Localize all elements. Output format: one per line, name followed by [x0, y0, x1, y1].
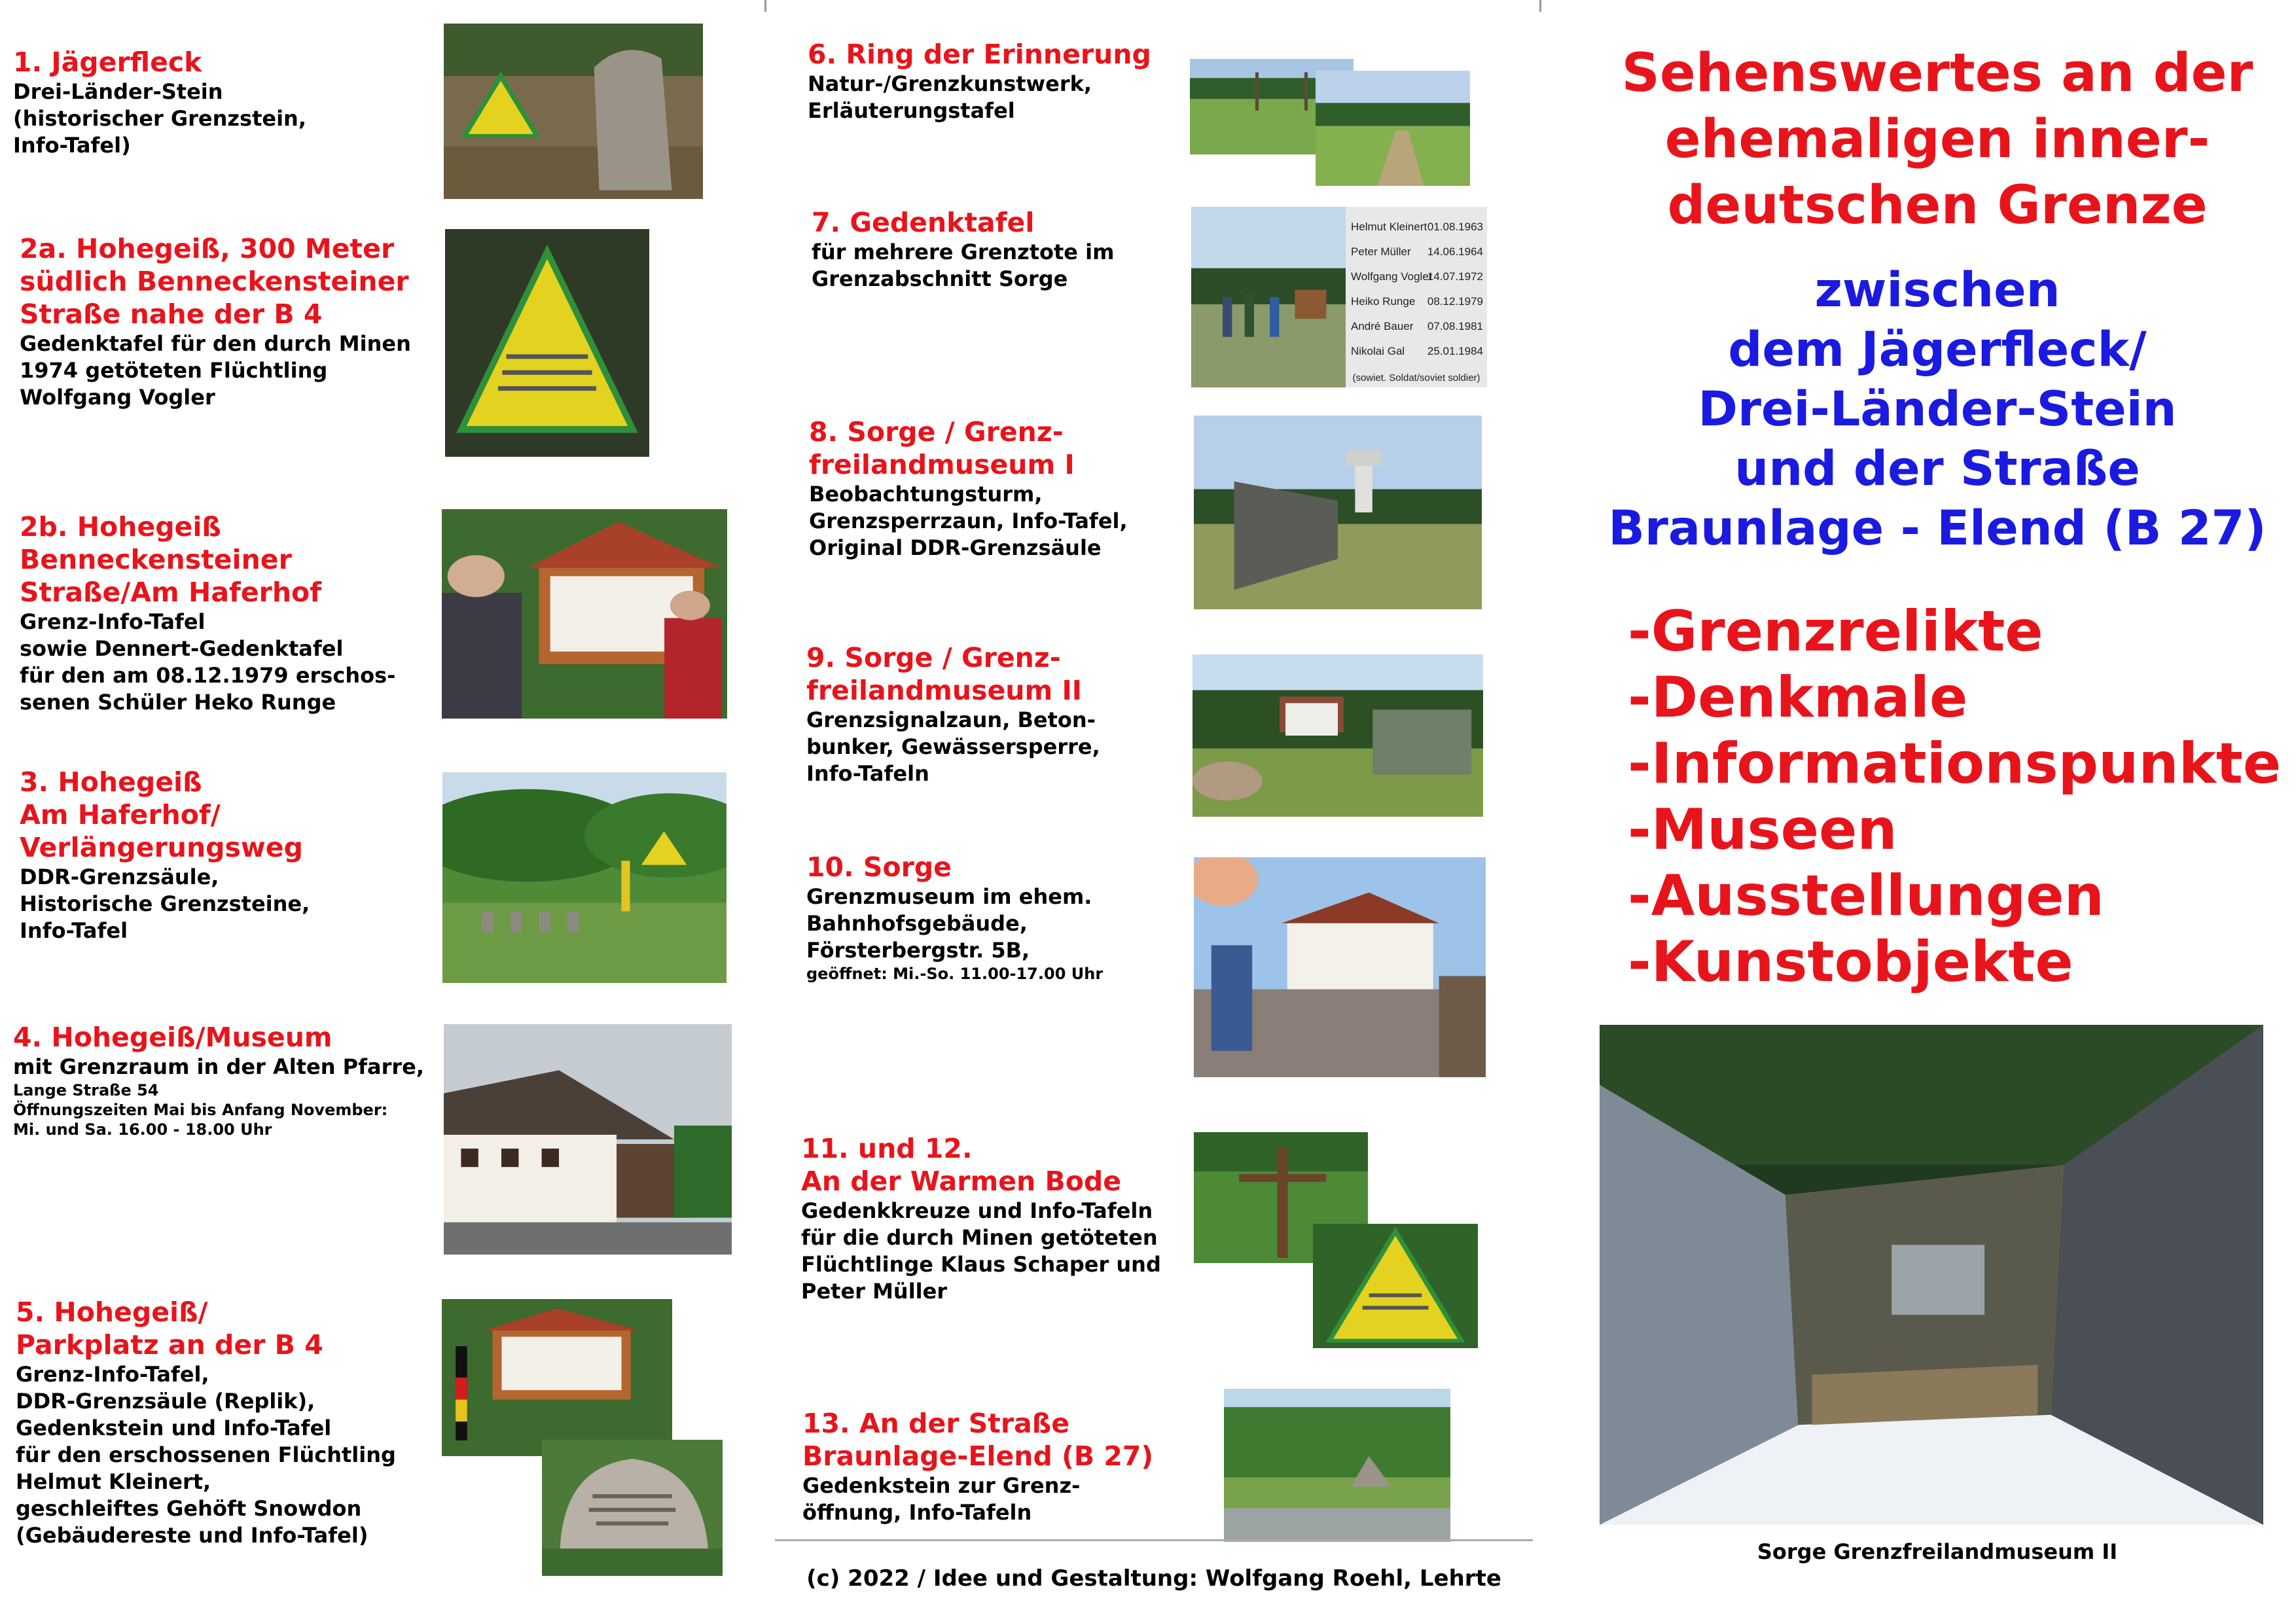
memorial-date: 08.12.1979: [1427, 295, 1483, 308]
memorial-footnote: (sowiet. Soldat/soviet soldier): [1352, 372, 1480, 383]
subtitle-line-3: Drei-Länder-Stein: [1698, 382, 2177, 437]
entry-text: für mehrere Grenztote im Grenzabschnitt Sorge: [812, 240, 1115, 291]
entry-text: Grenz-Info-Tafel, DDR-Grenzsäule (Replik), Gedenkstein und Info-Tafel für den erschossenen Flüchtling Helmut Kleinert, geschleiftes Gehöft Snowdon (Gebäudereste und Info-Tafel): [16, 1362, 396, 1548]
entry-6: [808, 38, 1200, 124]
memorial-date: 14.07.1972: [1427, 270, 1483, 283]
subtitle-line-4: und der Straße: [1734, 441, 2140, 497]
category-item: -Kunstobjekte: [1628, 929, 2073, 995]
photo-memorial-stone-b27: [1224, 1389, 1450, 1542]
memorial-name-table: [1346, 207, 1487, 387]
category-item: -Informationspunkte: [1628, 731, 2282, 796]
entry-13: [802, 1407, 1195, 1526]
entry-text: Gedenkkreuze und Info-Tafeln für die durch Minen getöteten Flüchtlinge Klaus Schaper und Peter Müller: [801, 1198, 1161, 1304]
entry-title: 8. Sorge / Grenz- freilandmuseum I: [809, 416, 1075, 480]
entry-text: Gedenktafel für den durch Minen 1974 getöteten Flüchtling Wolfgang Vogler: [20, 331, 411, 410]
entry-text: DDR-Grenzsäule, Historische Grenzsteine, Info-Tafel: [20, 865, 310, 943]
copyright-note: (c) 2022 / Idee und Gestaltung: Wolfgang Roehl, Lehrte: [806, 1565, 1501, 1592]
memorial-name: Peter Müller: [1351, 245, 1411, 258]
entry-text: Gedenkstein zur Grenz- öffnung, Info-Tafeln: [802, 1473, 1081, 1525]
photo-memorial-stone-kleinert: [542, 1440, 723, 1576]
subtitle-line-1: zwischen: [1814, 262, 2060, 318]
photo-border-stone: [444, 24, 703, 199]
entry-3: [20, 766, 439, 944]
entry-title: 5. Hohegeiß/ Parkplatz an der B 4: [16, 1296, 323, 1361]
subtitle-line-5: Braunlage - Elend (B 27): [1608, 501, 2267, 556]
photo-ring-der-erinnerung-2: [1316, 71, 1470, 186]
entry-title: 2a. Hohegeiß, 300 Meter südlich Benneckensteiner Straße nahe der B 4: [20, 233, 409, 330]
footer-divider: [775, 1539, 1533, 1541]
entry-title: 1. Jägerfleck: [13, 46, 202, 78]
entry-2a: [20, 232, 439, 411]
photo-info-board-haferhof: [442, 509, 727, 719]
photo-memorial-sorge: [1191, 207, 1348, 387]
entry-title: 7. Gedenktafel: [812, 207, 1035, 238]
entry-title: 3. Hohegeiß Am Haferhof/ Verlängerungsweg: [20, 766, 303, 863]
entry-5: [16, 1296, 448, 1549]
memorial-name: Wolfgang Vogler: [1351, 270, 1433, 283]
fold-mark-left: [764, 0, 766, 12]
entry-1: [13, 46, 432, 159]
entry-note: geöffnet: Mi.-So. 11.00-17.00 Uhr: [806, 965, 1103, 983]
category-item: -Museen: [1628, 797, 1897, 863]
entry-title: 2b. Hohegeiß Benneckensteiner Straße/Am Haferhof: [20, 511, 322, 608]
memorial-date: 07.08.1981: [1427, 320, 1483, 332]
memorial-name: Heiko Runge: [1351, 295, 1416, 308]
entry-title: 13. An der Straße Braunlage-Elend (B 27): [802, 1408, 1154, 1472]
photo-grenzfreilandmuseum-1: [1194, 416, 1482, 609]
category-item: -Ausstellungen: [1628, 863, 2104, 929]
entry-title: 9. Sorge / Grenz- freilandmuseum II: [806, 642, 1082, 706]
memorial-date: 25.01.1984: [1427, 345, 1483, 357]
photo-sorge-fence-corridor: [1600, 1025, 2263, 1525]
entry-text: Grenz-Info-Tafel sowie Dennert-Gedenktafel für den am 08.12.1979 erschos- senen Schüler Heko Runge: [20, 609, 396, 715]
entry-4: [13, 1021, 445, 1139]
memorial-date: 14.06.1964: [1427, 245, 1483, 258]
photo-museum-alte-pfarre: [444, 1024, 732, 1255]
entry-text: Beobachtungsturm, Grenzsperrzaun, Info-Tafel, Original DDR-Grenzsäule: [809, 482, 1128, 560]
entry-11-12: [801, 1132, 1194, 1305]
entry-title: 6. Ring der Erinnerung: [808, 39, 1151, 70]
entry-title: 4. Hohegeiß/Museum: [13, 1022, 332, 1053]
photo-caption: Sorge Grenzfreilandmuseum II: [1757, 1539, 2118, 1564]
memorial-name: André Bauer: [1351, 320, 1414, 332]
fold-mark-right: [1539, 0, 1541, 12]
memorial-name: Nikolai Gal: [1351, 345, 1405, 357]
photo-bahnhof-sorge: [1194, 857, 1486, 1077]
entry-title: 11. und 12. An der Warmen Bode: [801, 1133, 1122, 1197]
entry-2b: [20, 510, 439, 716]
entry-8: [809, 416, 1202, 562]
entry-text: Grenzsignalzaun, Beton- bunker, Gewässersperre, Info-Tafeln: [806, 707, 1100, 786]
entry-text: Grenzmuseum im ehem. Bahnhofsgebäude, Försterbergstr. 5B,: [806, 884, 1092, 963]
entry-text: Natur-/Grenzkunstwerk, Erläuterungstafel: [808, 71, 1092, 123]
memorial-date: 01.08.1963: [1427, 221, 1483, 233]
entry-10: [806, 851, 1199, 984]
memorial-name: Helmut Kleinert: [1351, 221, 1427, 233]
entry-title: 10. Sorge: [806, 851, 952, 883]
entry-note: Lange Straße 54 Öffnungszeiten Mai bis Anfang November: Mi. und Sa. 16.00 - 18.00 Uhr: [13, 1081, 388, 1139]
subtitle-line-2: dem Jägerfleck/: [1728, 322, 2147, 378]
entry-text: mit Grenzraum in der Alten Pfarre,: [13, 1054, 425, 1079]
entry-7: [812, 206, 1191, 293]
photo-memorial-vogler: [445, 229, 649, 457]
entry-9: [806, 641, 1199, 787]
photo-info-board-b4: [442, 1299, 672, 1456]
photo-memorial-mueller: [1313, 1224, 1478, 1348]
category-item: -Denkmale: [1628, 665, 1968, 730]
page-title: Sehenswertes an der ehemaligen inner-deutschen Grenze: [1621, 43, 2253, 236]
category-list: [1628, 599, 2281, 995]
category-item: -Grenzrelikte: [1628, 599, 2043, 664]
photo-grenzfreilandmuseum-2: [1193, 654, 1483, 817]
entry-text: Drei-Länder-Stein (historischer Grenzstein, Info-Tafel): [13, 79, 306, 158]
photo-border-stones: [442, 772, 726, 983]
